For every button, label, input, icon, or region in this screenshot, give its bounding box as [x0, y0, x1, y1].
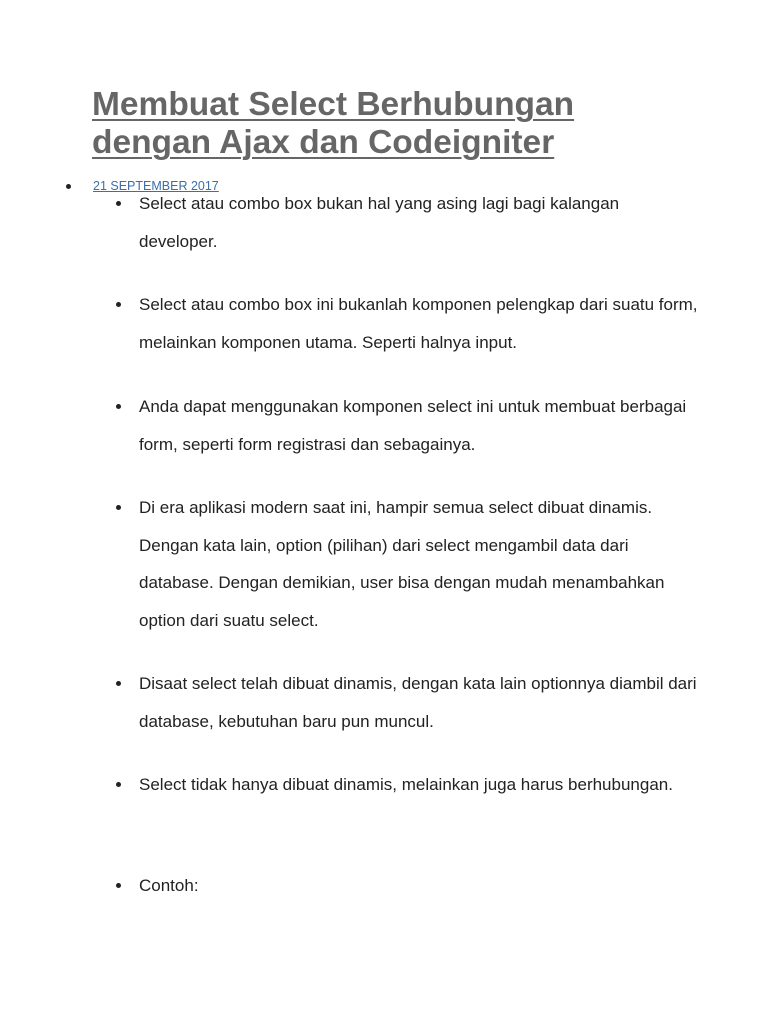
bullet-icon: [116, 201, 121, 206]
list-item: [139, 489, 699, 639]
list-item-text: Anda dapat menggunakan komponen select ini untuk membuat berbagai form, seperti form registrasi dan sebagainya.: [139, 397, 687, 454]
bullet-icon: [116, 681, 121, 686]
list-item-text: Select atau combo box bukan hal yang asing lagi bagi kalangan developer.: [139, 194, 620, 251]
article-title[interactable]: Membuat Select Berhubungan dengan Ajax dan Codeigniter: [92, 86, 575, 161]
bullet-icon: [66, 184, 71, 189]
list-item: [139, 388, 699, 463]
bullet-icon: [116, 404, 121, 409]
post-date-link[interactable]: 21 SEPTEMBER 2017: [93, 179, 219, 193]
list-item: [139, 286, 699, 361]
list-item-text: Contoh:: [139, 876, 199, 895]
list-item-text: Select tidak hanya dibuat dinamis, melainkan juga harus berhubungan.: [139, 775, 673, 794]
list-item: [139, 867, 699, 905]
list-item: [139, 766, 699, 804]
bullet-icon: [116, 505, 121, 510]
bullet-icon: [116, 883, 121, 888]
list-item: [139, 665, 699, 740]
list-item-text: Di era aplikasi modern saat ini, hampir semua select dibuat dinamis. Dengan kata lain, option (pilihan) dari select mengambil data dari database. Dengan demikian, user bisa dengan mudah menambahkan option dari suatu select.: [139, 498, 665, 630]
bullet-icon: [116, 302, 121, 307]
bullet-icon: [116, 782, 121, 787]
list-item: [139, 185, 699, 260]
list-item-text: Disaat select telah dibuat dinamis, dengan kata lain optionnya diambil dari database, kebutuhan baru pun muncul.: [139, 674, 697, 731]
list-item-text: Select atau combo box ini bukanlah komponen pelengkap dari suatu form, melainkan komponen utama. Seperti halnya input.: [139, 295, 698, 352]
